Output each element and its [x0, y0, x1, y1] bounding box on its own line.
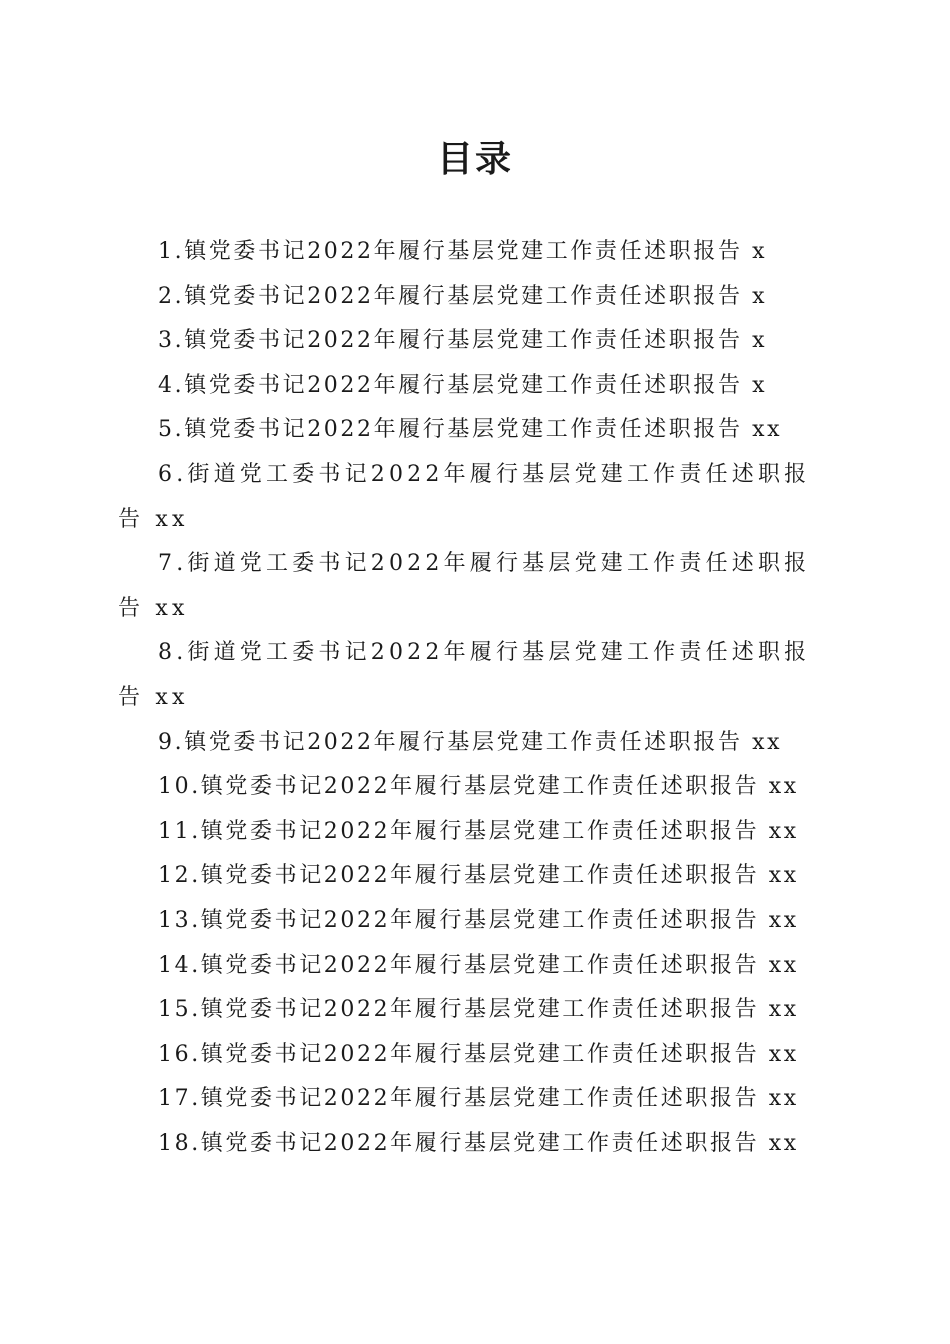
toc-item[interactable]: 14.镇党委书记2022年履行基层党建工作责任述职报告 xx: [158, 952, 799, 978]
toc-item[interactable]: 10.镇党委书记2022年履行基层党建工作责任述职报告 xx: [158, 774, 799, 800]
page-title: 目录: [436, 138, 513, 180]
table-of-contents: [118, 230, 834, 1166]
toc-item[interactable]: 2.镇党委书记2022年履行基层党建工作责任述职报告 x: [158, 283, 768, 309]
toc-item[interactable]: 4.镇党委书记2022年履行基层党建工作责任述职报告 x: [158, 372, 768, 398]
toc-item[interactable]: 5.镇党委书记2022年履行基层党建工作责任述职报告 xx: [158, 417, 783, 443]
toc-item[interactable]: 12.镇党委书记2022年履行基层党建工作责任述职报告 xx: [158, 863, 799, 889]
toc-item[interactable]: 9.镇党委书记2022年履行基层党建工作责任述职报告 xx: [158, 729, 783, 755]
toc-item[interactable]: 13.镇党委书记2022年履行基层党建工作责任述职报告 xx: [158, 907, 799, 933]
toc-item[interactable]: 17.镇党委书记2022年履行基层党建工作责任述职报告 xx: [158, 1086, 799, 1112]
toc-item[interactable]: 7.街道党工委书记2022年履行基层党建工作责任述职报告 xx: [118, 551, 811, 621]
toc-item[interactable]: 11.镇党委书记2022年履行基层党建工作责任述职报告 xx: [158, 818, 799, 844]
toc-item[interactable]: 15.镇党委书记2022年履行基层党建工作责任述职报告 xx: [158, 997, 799, 1023]
toc-item[interactable]: 8.街道党工委书记2022年履行基层党建工作责任述职报告 xx: [118, 640, 811, 710]
toc-item[interactable]: 3.镇党委书记2022年履行基层党建工作责任述职报告 x: [158, 328, 768, 354]
toc-item[interactable]: 6.街道党工委书记2022年履行基层党建工作责任述职报告 xx: [118, 461, 811, 532]
toc-item[interactable]: 18.镇党委书记2022年履行基层党建工作责任述职报告 xx: [158, 1130, 799, 1156]
toc-item[interactable]: 1.镇党委书记2022年履行基层党建工作责任述职报告 x: [158, 239, 768, 264]
toc-item[interactable]: 16.镇党委书记2022年履行基层党建工作责任述职报告 xx: [158, 1041, 799, 1067]
